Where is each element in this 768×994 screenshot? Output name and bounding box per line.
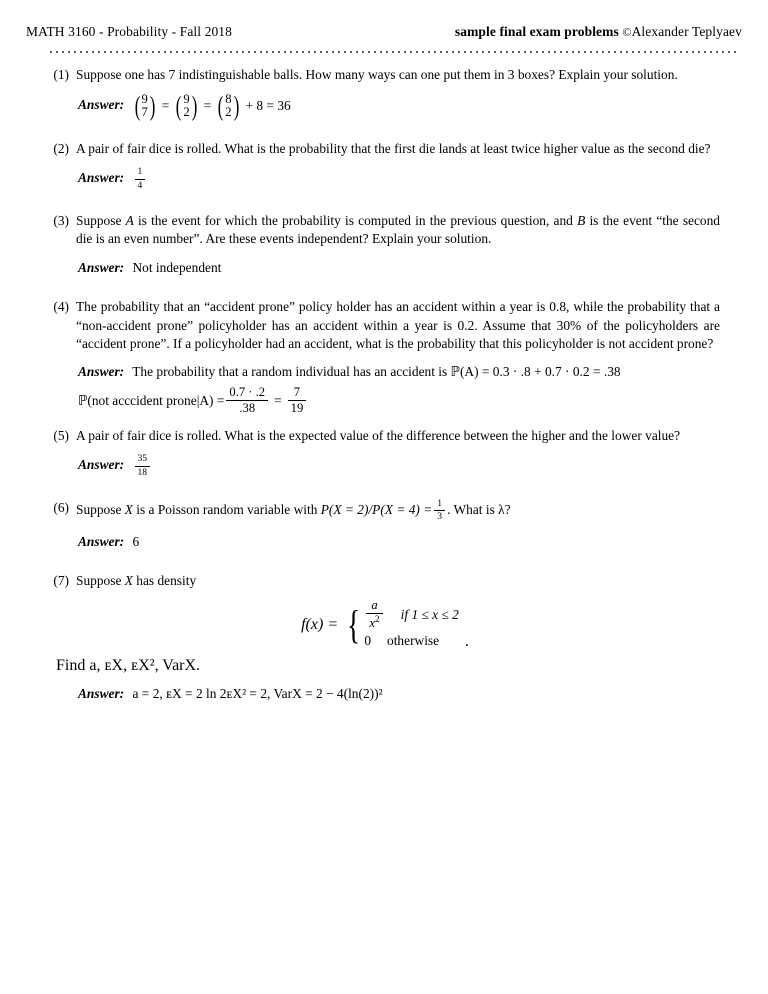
problem-text-part-b: has density	[132, 573, 197, 589]
density-formula	[50, 599, 720, 651]
course-title: MATH 3160 - Probability - Fall 2018	[26, 24, 232, 39]
problem-text-part-c: . What is λ?	[447, 502, 511, 517]
binom-top: 9	[183, 92, 190, 107]
answer-label: Answer:	[78, 170, 125, 186]
answer-text: a = 2, ᴇX = 2 ln 2ᴇX² = 2, VarX = 2 − 4(ln(2))²	[132, 686, 383, 702]
problem-item	[50, 427, 720, 445]
problem-number: (4)	[53, 299, 69, 315]
fraction	[226, 386, 268, 416]
answer-label: Answer:	[78, 259, 125, 275]
left-paren: (	[134, 91, 140, 122]
problem-list	[26, 66, 742, 704]
fraction	[434, 499, 445, 523]
problem-number: (7)	[53, 573, 69, 589]
problem-answer	[78, 362, 720, 416]
binom-bottom: 7	[141, 105, 148, 120]
fraction-denominator: x	[369, 616, 375, 631]
fraction-denominator: 19	[290, 401, 304, 416]
problem-answer	[78, 454, 720, 478]
binom-bottom: 2	[183, 105, 190, 120]
answer-line-2	[78, 386, 308, 416]
formula-lhs: f(x) =	[301, 615, 339, 633]
fraction-denominator: 3	[437, 511, 443, 523]
variable-b: B	[577, 213, 586, 229]
problem-answer	[78, 684, 720, 703]
answer-label: Answer:	[78, 97, 125, 113]
variable-a: A	[125, 213, 134, 229]
problem-text-part-b: is a Poisson random variable with	[132, 502, 321, 517]
right-paren: )	[191, 91, 197, 122]
answer-label: Answer:	[78, 457, 125, 473]
answer-text: Not independent	[132, 259, 222, 275]
problem-text: Suppose one has 7 indistinguishable balls. How many ways can one put them in 3 boxes? Explain your solution.	[76, 67, 678, 82]
answer-label: Answer:	[78, 533, 125, 549]
problem-item	[50, 212, 720, 249]
fraction	[135, 167, 146, 191]
case-row-1	[364, 599, 459, 631]
problem-text-part-a: Suppose	[76, 213, 126, 229]
page-header	[26, 24, 742, 40]
fraction-denominator: .38	[239, 401, 256, 416]
problem-item	[50, 499, 720, 523]
case-row-2	[364, 631, 459, 651]
binom-top: 8	[225, 92, 232, 107]
problem-text	[76, 572, 720, 590]
piecewise-cases	[344, 599, 459, 651]
right-paren: )	[149, 91, 156, 122]
answer-line-1	[78, 362, 720, 381]
binomial-coefficient	[174, 91, 198, 122]
binomial-coefficient	[133, 91, 157, 122]
case-condition: if 1 ≤ x ≤ 2	[400, 606, 459, 622]
problem-number: (5)	[53, 427, 69, 443]
problem-item	[50, 298, 720, 353]
problem-answer	[78, 167, 720, 191]
left-paren: (	[217, 91, 224, 122]
spacer	[50, 277, 720, 298]
fraction-numerator: 7	[293, 384, 301, 399]
problem-text: A pair of fair dice is rolled. What is the probability that the first die lands at least twice higher value as the second die?	[76, 141, 711, 157]
answer-label: Answer:	[78, 686, 125, 702]
answer-line-2-lead: ℙ(not acccident prone|A) =	[78, 393, 225, 409]
find-instruction: Find a, ᴇX, ᴇX², VarX.	[56, 657, 201, 675]
problem-item	[50, 572, 720, 590]
problem-answer	[78, 532, 720, 551]
copyright-icon: ©	[622, 24, 632, 39]
problem-number: (3)	[53, 213, 69, 229]
fraction-numerator: 35	[137, 453, 148, 465]
problem-text-part-a: Suppose	[76, 573, 125, 589]
problem-number: (1)	[53, 67, 69, 82]
answer-label: Answer:	[78, 364, 125, 380]
problem-answer	[78, 91, 720, 122]
answer-text: The probability that a random individual has an accident is ℙ(A) = 0.3 · .8 + 0.7 · 0.2 = .38	[132, 364, 621, 380]
problem-item	[50, 66, 720, 84]
problem-number: (6)	[53, 500, 69, 516]
formula-period: .	[464, 633, 469, 651]
spacer	[50, 191, 720, 212]
fraction-bar	[366, 613, 382, 614]
variable-x: X	[124, 502, 133, 517]
answer-math	[133, 91, 291, 122]
problem-item	[50, 140, 720, 158]
spacer	[50, 551, 720, 572]
binomial-coefficient	[216, 91, 240, 122]
author-name: Alexander Teplyaev	[631, 24, 742, 39]
problem-text-part-a: Suppose	[76, 502, 125, 517]
binom-top: 9	[141, 92, 148, 107]
header-divider	[48, 51, 740, 53]
fraction	[366, 599, 382, 631]
document-subtitle-bold: sample final exam problems	[454, 24, 619, 39]
poisson-ratio-expression: P(X = 2)/P(X = 4) =	[320, 502, 433, 517]
variable-x: X	[124, 573, 133, 589]
right-paren: )	[233, 91, 239, 122]
document-subtitle	[455, 24, 742, 40]
problem-number: (2)	[53, 141, 69, 157]
problem-answer	[78, 258, 720, 277]
fraction-numerator: a	[371, 597, 378, 612]
equals-sign: =	[203, 98, 212, 114]
equals-sign: =	[274, 393, 282, 409]
fraction-denominator-exponent: 2	[374, 615, 380, 626]
equals-sign: =	[161, 98, 170, 114]
problem-text: A pair of fair dice is rolled. What is the expected value of the difference between the higher and the lower value?	[76, 427, 681, 443]
problem-text	[76, 499, 720, 523]
problem-text-part-c: is the event “the second die is an even number”. Are these events independent? Explain your solution.	[76, 213, 720, 247]
fraction-denominator: 4	[137, 179, 143, 191]
case-condition: otherwise	[387, 632, 440, 648]
left-brace: {	[346, 601, 361, 647]
fraction	[288, 386, 307, 416]
spacer	[50, 119, 720, 140]
problem-text: The probability that an “accident prone” policy holder has an accident within a year is 0.8, while the probability that a “non-accident prone” policyholder has an accident within a year is 0.2. Assume that 30% of the policyholders are “accident prone”. If a policyholder had an accident, what is the probability that this policyholder is not accident prone?	[76, 299, 720, 351]
fraction	[135, 454, 151, 478]
spacer	[50, 478, 720, 499]
fraction-numerator: 0.7 · .2	[229, 384, 266, 399]
spacer	[50, 416, 720, 427]
problem-text-part-b: is the event for which the probability is computed in the previous question, and	[133, 213, 578, 229]
fraction-denominator: 18	[137, 466, 148, 478]
answer-tail: + 8 = 36	[245, 98, 291, 114]
case-value: 0	[364, 632, 372, 648]
fraction-numerator: 1	[437, 498, 443, 510]
problem-text	[76, 212, 720, 249]
fraction-numerator: 1	[137, 166, 143, 178]
binom-bottom: 2	[225, 105, 232, 120]
left-paren: (	[176, 91, 182, 122]
answer-text: 6	[132, 533, 140, 549]
